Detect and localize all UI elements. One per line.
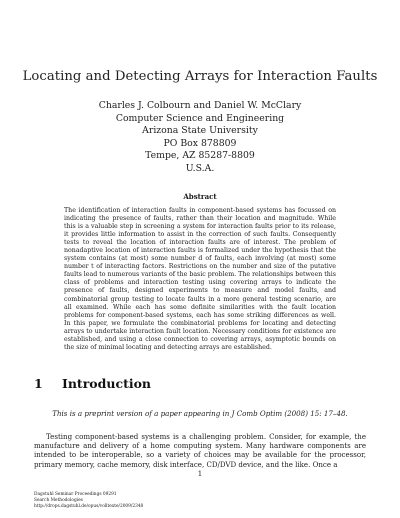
footer [34, 492, 374, 510]
paper-title: Locating and Detecting Arrays for Interaction Faults [22, 69, 378, 84]
footer-proceedings: Dagstuhl Seminar Proceedings 09291 [34, 492, 117, 497]
intro-paragraph: Testing component-based systems is a challenging problem. Consider, for example, the manufacture and delivery of a home computing system. Many hardware components are intended to be interoperable, so a variety of choices may be available for the processor, primary memory, cache memory, disk interface, CD/DVD device, and the like. Once a [34, 432, 366, 469]
section-number: 1 [34, 376, 43, 391]
affiliation-line: Tempe, AZ 85287-8809 [145, 150, 255, 162]
author-block [0, 100, 400, 176]
abstract-text: The identification of interaction faults in component-based systems has focussed on indicating the presence of faults, rather than their location and magnitude. While this is a valuable step in screening a system for interaction faults prior to its release, it provides little information to assist in the correction of such faults. Consequently tests to reveal the location of interaction faults are of interest. The problem of nonadaptive location of interaction faults is formalized under the hypothesis that the system contains (at most) some number d of faults, each involving (at most) some number t of interacting factors. Restrictions on the number and size of the putative faults lead to numerous variants of the basic problem. The relationships between this class of problems and interaction testing using covering arrays to indicate the presence of faults, designed experiments to measure and model faults, and combinatorial group testing to locate faults in a more general testing scenario, are all examined. While each has some definite similarities with the fault location problems for component-based systems, each has some striking differences as well. In this paper, we formulate the combinatorial problems for locating and detecting arrays to undertake interaction fault location. Necessary conditions for existence are established, and using a close connection to covering arrays, asymptotic bounds on the size of minimal locating and detecting arrays are established. [64, 207, 336, 351]
affiliation-line: PO Box 878809 [163, 137, 237, 149]
footer-url[interactable]: http://drops.dagstuhl.de/opus/volltexte/2009/2348 [34, 504, 144, 509]
affiliation-line: U.S.A. [185, 162, 215, 174]
section-title: Introduction [62, 376, 152, 391]
page-number: 1 [197, 470, 203, 478]
abstract-heading: Abstract [183, 192, 217, 201]
section-heading [34, 376, 374, 391]
footer-seminar: Search Methodologies [34, 498, 83, 503]
preprint-note: This is a preprint version of a paper appearing in J Comb Optim (2008) 15: 17–48. [52, 409, 348, 418]
affiliation-line: Computer Science and Engineering [115, 112, 285, 124]
author-names: Charles J. Colbourn and Daniel W. McClary [98, 100, 302, 111]
affiliation-line: Arizona State University [142, 125, 258, 137]
